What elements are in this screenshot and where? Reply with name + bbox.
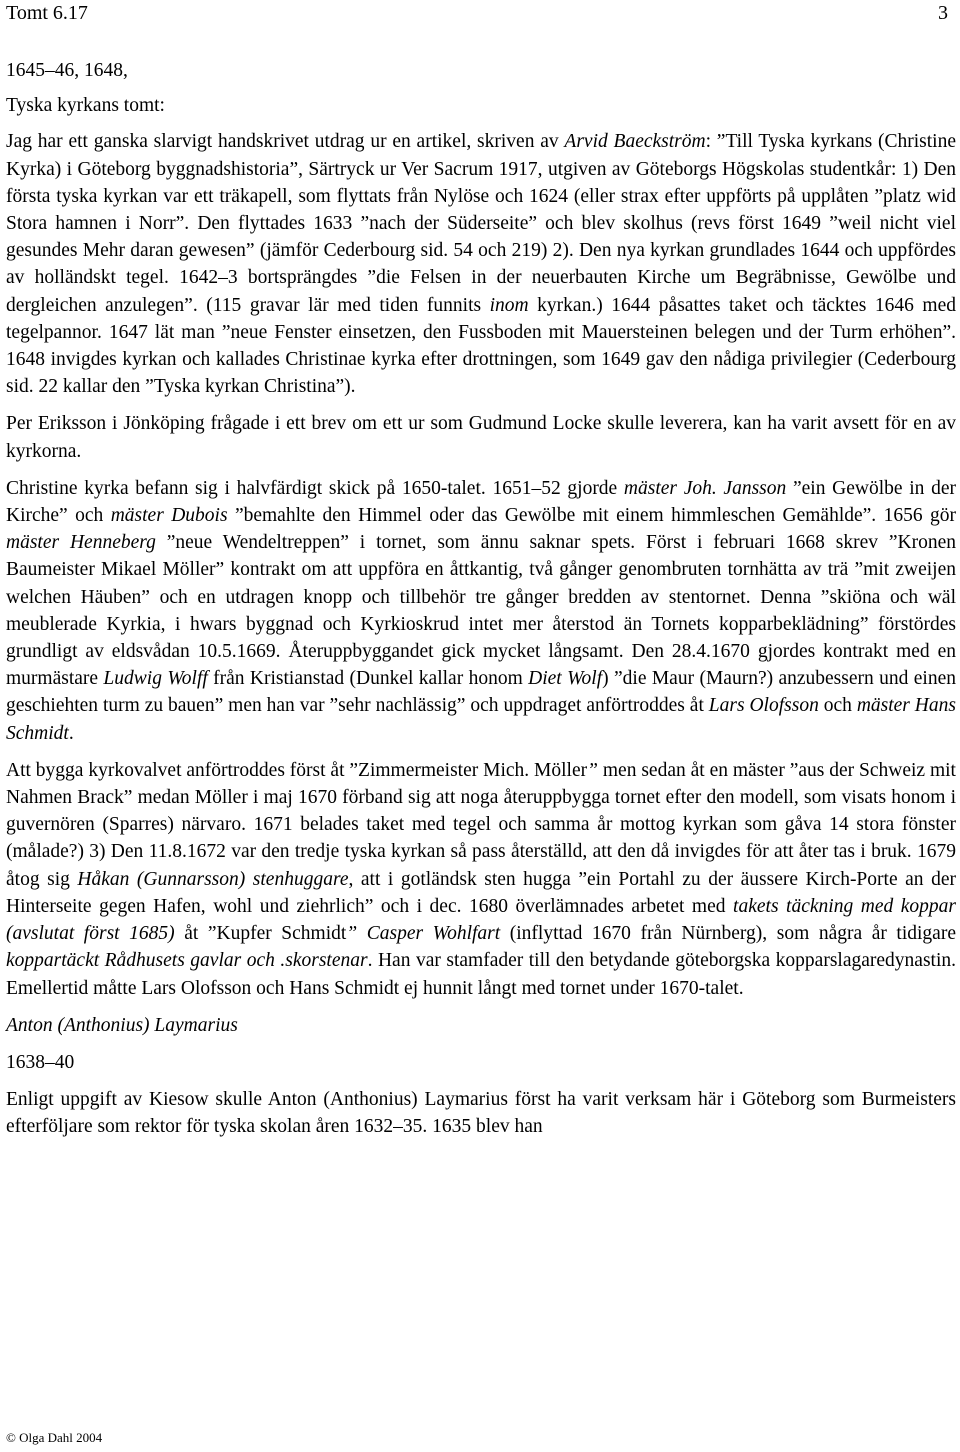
paragraph-4: Att bygga kyrkovalvet anförtroddes först åt ”Zimmermeister Mich. Möller” men sedan åt en mäster ”aus der Schweiz mit Nahmen Brack” medan Möller i maj 1670 förband sig att noga återuppbygga tornet efter den modell, som visats honom i guvernören (Sparres) närvaro. 1671 belades taket med tegel och samma år mottog kyrkan som gåva 14 stora fönster (målade?) 3) Den 11.8.1672 var den tredje tyska kyrkan så pass återställd, att den då invigdes för att åter tas i bruk. 1679 åtog sig Håkan (Gunnarsson) stenhuggare, att i gotländsk sten hugga ”ein Portahl zu der äussere Kirch-Porte an der Hinterseite gegen Hafen, wohl und ziehrlich” och i dec. 1680 överlämnades arbetet med takets täckning med koppar (avslutat först 1685) åt ”Kupfer Schmidt” Casper Wohlfart (inflyttad 1670 från Nürnberg), som några år tidigare koppartäckt Rådhusets gavlar och .skorstenar. Han var stamfader till den betydande göteborgska kopparslagaredynastin. Emellertid måtte Lars Olofsson och Hans Schmidt ej hunnit långt med tornet under 1670-talet. — [6, 759, 956, 999]
author-name: Arvid Baeckström — [564, 131, 706, 153]
page-header — [6, 2, 954, 32]
years-line: 1645–46, 1648, — [6, 60, 128, 81]
person-heading: Anton (Anthonius) Laymarius — [6, 1014, 238, 1036]
paragraph-3: Christine kyrka befann sig i halvfärdigt skick på 1650-talet. 1651–52 gjorde mäster Joh. Jansson ”ein Gewölbe in der Kirche” och mäster Dubois ”bemahlte den Himmel oder das Gewölbe mit einem himmleschen Gemählde”. 1656 gör mäster Henneberg ”neue Wendeltreppen” i tornet, som ännu saknar spets. Först i februari 1668 skrev ”Kronen Baumeister Mikael Möller” kontrakt om att uppföra en åttkantig, två gånger genombruten tornhätta av trä ”mit zweijen welchen Häuben” och en utdragen knopp och tillbehör tre gånger bredden av stentornet. Denna ”skiöna och wäl meublerade Kyrkia, i hwars byggnad och Kyrkioskrud intet mer återstod än Tornets kopparbeklädning” förstördes grundligt av eldsvådan 10.5.1669. Återuppbyggandet gick mycket långsamt. Den 28.4.1670 gjordes kontrakt med en murmästare Ludwig Wolff från Kristianstad (Dunkel kallar honom Diet Wolf) ”die Maur (Maurn?) anzubessern und einen geschiehten turm zu bauen” men han var ”sehr nachlässig” och uppdraget anförtroddes åt Lars Olofsson och mäster Hans Schmidt. — [6, 477, 956, 744]
paragraph-5: Enligt uppgift av Kiesow skulle Anton (Anthonius) Laymarius först ha varit verksam här i Göteborg som Burmeisters efterföljare som rektor för tyska skolan åren 1632–35. 1635 blev han — [6, 1089, 956, 1138]
copyright-footer: © Olga Dahl 2004 — [6, 1430, 103, 1445]
paragraph-2: Per Eriksson i Jönköping frågade i ett brev om ett ur som Gudmund Locke skulle leverera, kan ha varit avsett för en av kyrkorna. — [6, 413, 956, 462]
document-body — [6, 57, 956, 1151]
paragraph-1: Jag har ett ganska slarvigt handskrivet utdrag ur en artikel, skriven av Arvid Baeckström: ”Till Tyska kyrkans (Christine Kyrka) i Göteborg byggnadshistoria”, Särtryck ur Ver Sacrum 1917, utgiven av Göteborgs Högskolas studentkår: 1) Den första tyska kyrkan var ett träkapell, som flyttats från Nylöse och 1624 (eller strax efter uppförts på upplåten ”platz wid Stora hamnen i Norr”. Den flyttades 1633 ”nach der Süderseite” och blev skolhus (revs först 1649 ”weil nicht viel gesundes Mehr daran gewesen” (jämför Cederbourg sid. 54 och 219) 2). Den nya kyrkan grundlades 1644 och uppfördes av holländskt tegel. 1642–3 bortsprängdes ”die Felsen in der neuerbauten Kirche um Begräbnisse, Gewölbe und dergleichen anzulegen”. (115 gravar lär med tiden funnits inom kyrkan.) 1644 påsattes taket och täcktes 1646 med tegelpannor. 1647 lät man ”neue Fenster einsetzen, den Fussboden mit Mauersteinen belegen und der Turm erhöhen”. 1648 invigdes kyrkan och kallades Christinae kyrka efter drottningen, som 1649 gav den nådiga privilegier (Cederbourg sid. 22 kallar den ”Tyska kyrkan Christina”). — [6, 131, 956, 398]
document-title: Tomt 6.17 — [6, 2, 88, 24]
person-years: 1638–40 — [6, 1051, 75, 1073]
page-number: 3 — [938, 2, 948, 24]
section-heading: Tyska kyrkans tomt: — [6, 95, 165, 117]
